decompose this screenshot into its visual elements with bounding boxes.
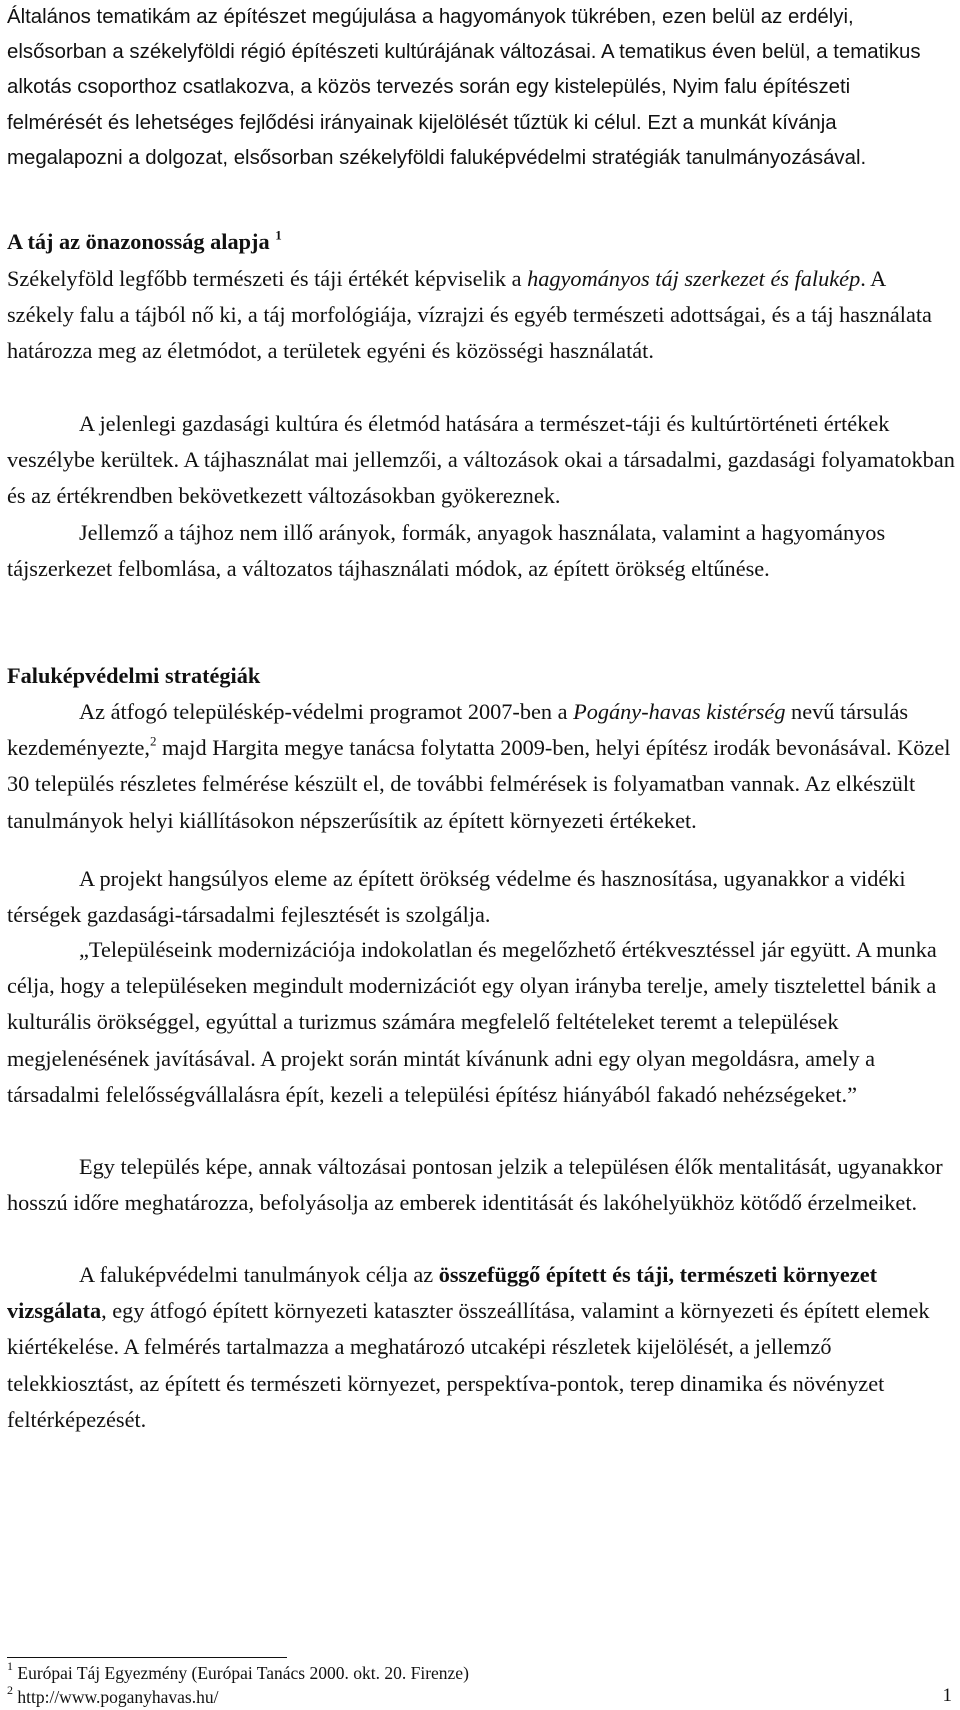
footnote-2: $^2$ http://www.poganyhavas.hu/ [7, 1683, 219, 1707]
emphasis-bold-study: összefüggő épített és táji, természeti környezet vizsgálata [7, 1262, 878, 1324]
footnote-1: $^1$ Európai Táj Egyezmény (Európai Tanács 2000. okt. 20. Firenze) [7, 1659, 469, 1683]
paragraph-program-origin: Az átfogó településkép-védelmi programot 2007-ben a Pogány-havas kistérség nevű társulás kezdeményezte,$^2$ majd Hargita megye tanácsa folytatta 2009-ben, helyi építész irodák bevonásával. Közel 30 település részletes felmérése készült el, de további felmérések is folyamatban vannak. Az elkészült tanulmányok helyi kiállításokon népszerűsítik az épített környezeti értékeket. [7, 699, 951, 833]
section-heading-strategies: Faluképvédelmi stratégiák [7, 663, 261, 688]
intro-paragraph [7, 0, 947, 176]
intro-text-2: A tematikus éven belül, a tematikus alkotás csoporthoz csatlakozva, a közös tervezés során egy kistelepülés, Nyim falu építészeti felmérését és lehetséges fejlődési irányainak kijelölését tűztük ki célul. Ezt a munkát kívánja megalapozni a dolgozat, elsősorban székelyföldi faluképvédelmi stratégiák tanulmányozásával. [7, 41, 921, 169]
page-number: 1 [942, 1685, 952, 1706]
paragraph-characteristics: Jellemző a tájhoz nem illő arányok, formák, anyagok használata, valamint a hagyományos tájszerkezet felbomlása, a változatos tájhasználati módok, az épített örökség eltűnése. [7, 520, 886, 582]
footnote-2-url: http://www.poganyhavas.hu/ [17, 1687, 219, 1707]
paragraph-study-goals: A faluképvédelmi tanulmányok célja az összefüggő épített és táji, természeti környezet vizsgálata, egy átfogó épített környezeti kataszter összeállítása, valamint a környezeti és épített elemek kiértékelése. A felmérés tartalmazza a meghatározó utcaképi részletek kijelölését, a jellemző telekkiosztást, az épített és természeti környezet, perspektíva-pontok, terep dinamika és növényzet feltérképezését. [7, 1262, 930, 1432]
paragraph-settlement-image: Egy település képe, annak változásai pontosan jelzik a településen élők mentalitását, ugyanakkor hosszú időre meghatározza, befolyásolja az emberek identitását és lakóhelyükhöz kötődő érzelmeiket. [7, 1154, 943, 1216]
footnote-ref-2: 2 [149, 733, 157, 749]
intro-text-1: Általános tematikám az építészet megújulása a hagyományok tükrében, ezen belül az erdélyi, elsősorban a székelyföldi régió építészeti kultúrájának változásai. [7, 6, 854, 64]
section-heading-landscape: A táj az önazonosság alapja $^1$ [7, 227, 282, 254]
footnote-ref-1: 1 [275, 227, 282, 243]
paragraph-quote: „Településeink modernizációja indokolatlan és megelőzhető értékvesztéssel jár együtt. A munka célja, hogy a településeken megindult modernizációt egy olyan irányba terelje, amely tisztelettel bánik a kulturális örökséggel, egyúttal a turizmus számára megfelelő feltételeket teremt a települések megjelenésének javításával. A projekt során mintát kívánunk adni egy olyan megoldásra, amely a társadalmi felelősségvállalásra épít, kezeli a települési építész hiányából fakadó nehézségeket.” [7, 937, 937, 1107]
emphasis-pogany-havas: Pogány-havas kistérség [573, 699, 786, 724]
paragraph-landscape-values: Székelyföld legfőbb természeti és táji értékét képviselik a hagyományos táj szerkezet és falukép. A székely falu a tájból nő ki, a táj morfológiája, vízrajzi és egyéb természeti adottságai, és a táj használata határozza meg az életmódot, a területek egyéni és közösségi használatát. [7, 266, 932, 364]
emphasis-traditional-landscape: hagyományos táj szerkezet és falukép [527, 266, 861, 291]
paragraph-project-focus: A projekt hangsúlyos eleme az épített örökség védelme és hasznosítása, ugyanakkor a vidéki térségek gazdasági-társadalmi fejlesztését is szolgálja. [7, 866, 906, 928]
footnote-separator [7, 1657, 287, 1658]
paragraph-endangered-values: A jelenlegi gazdasági kultúra és életmód hatására a természet-táji és kultúrtörténeti értékek veszélybe kerültek. A tájhasználat mai jellemzői, a változások okai a társadalmi, gazdasági folyamatokban és az értékrendben bekövetkezett változásokban gyökereznek. [7, 411, 955, 509]
